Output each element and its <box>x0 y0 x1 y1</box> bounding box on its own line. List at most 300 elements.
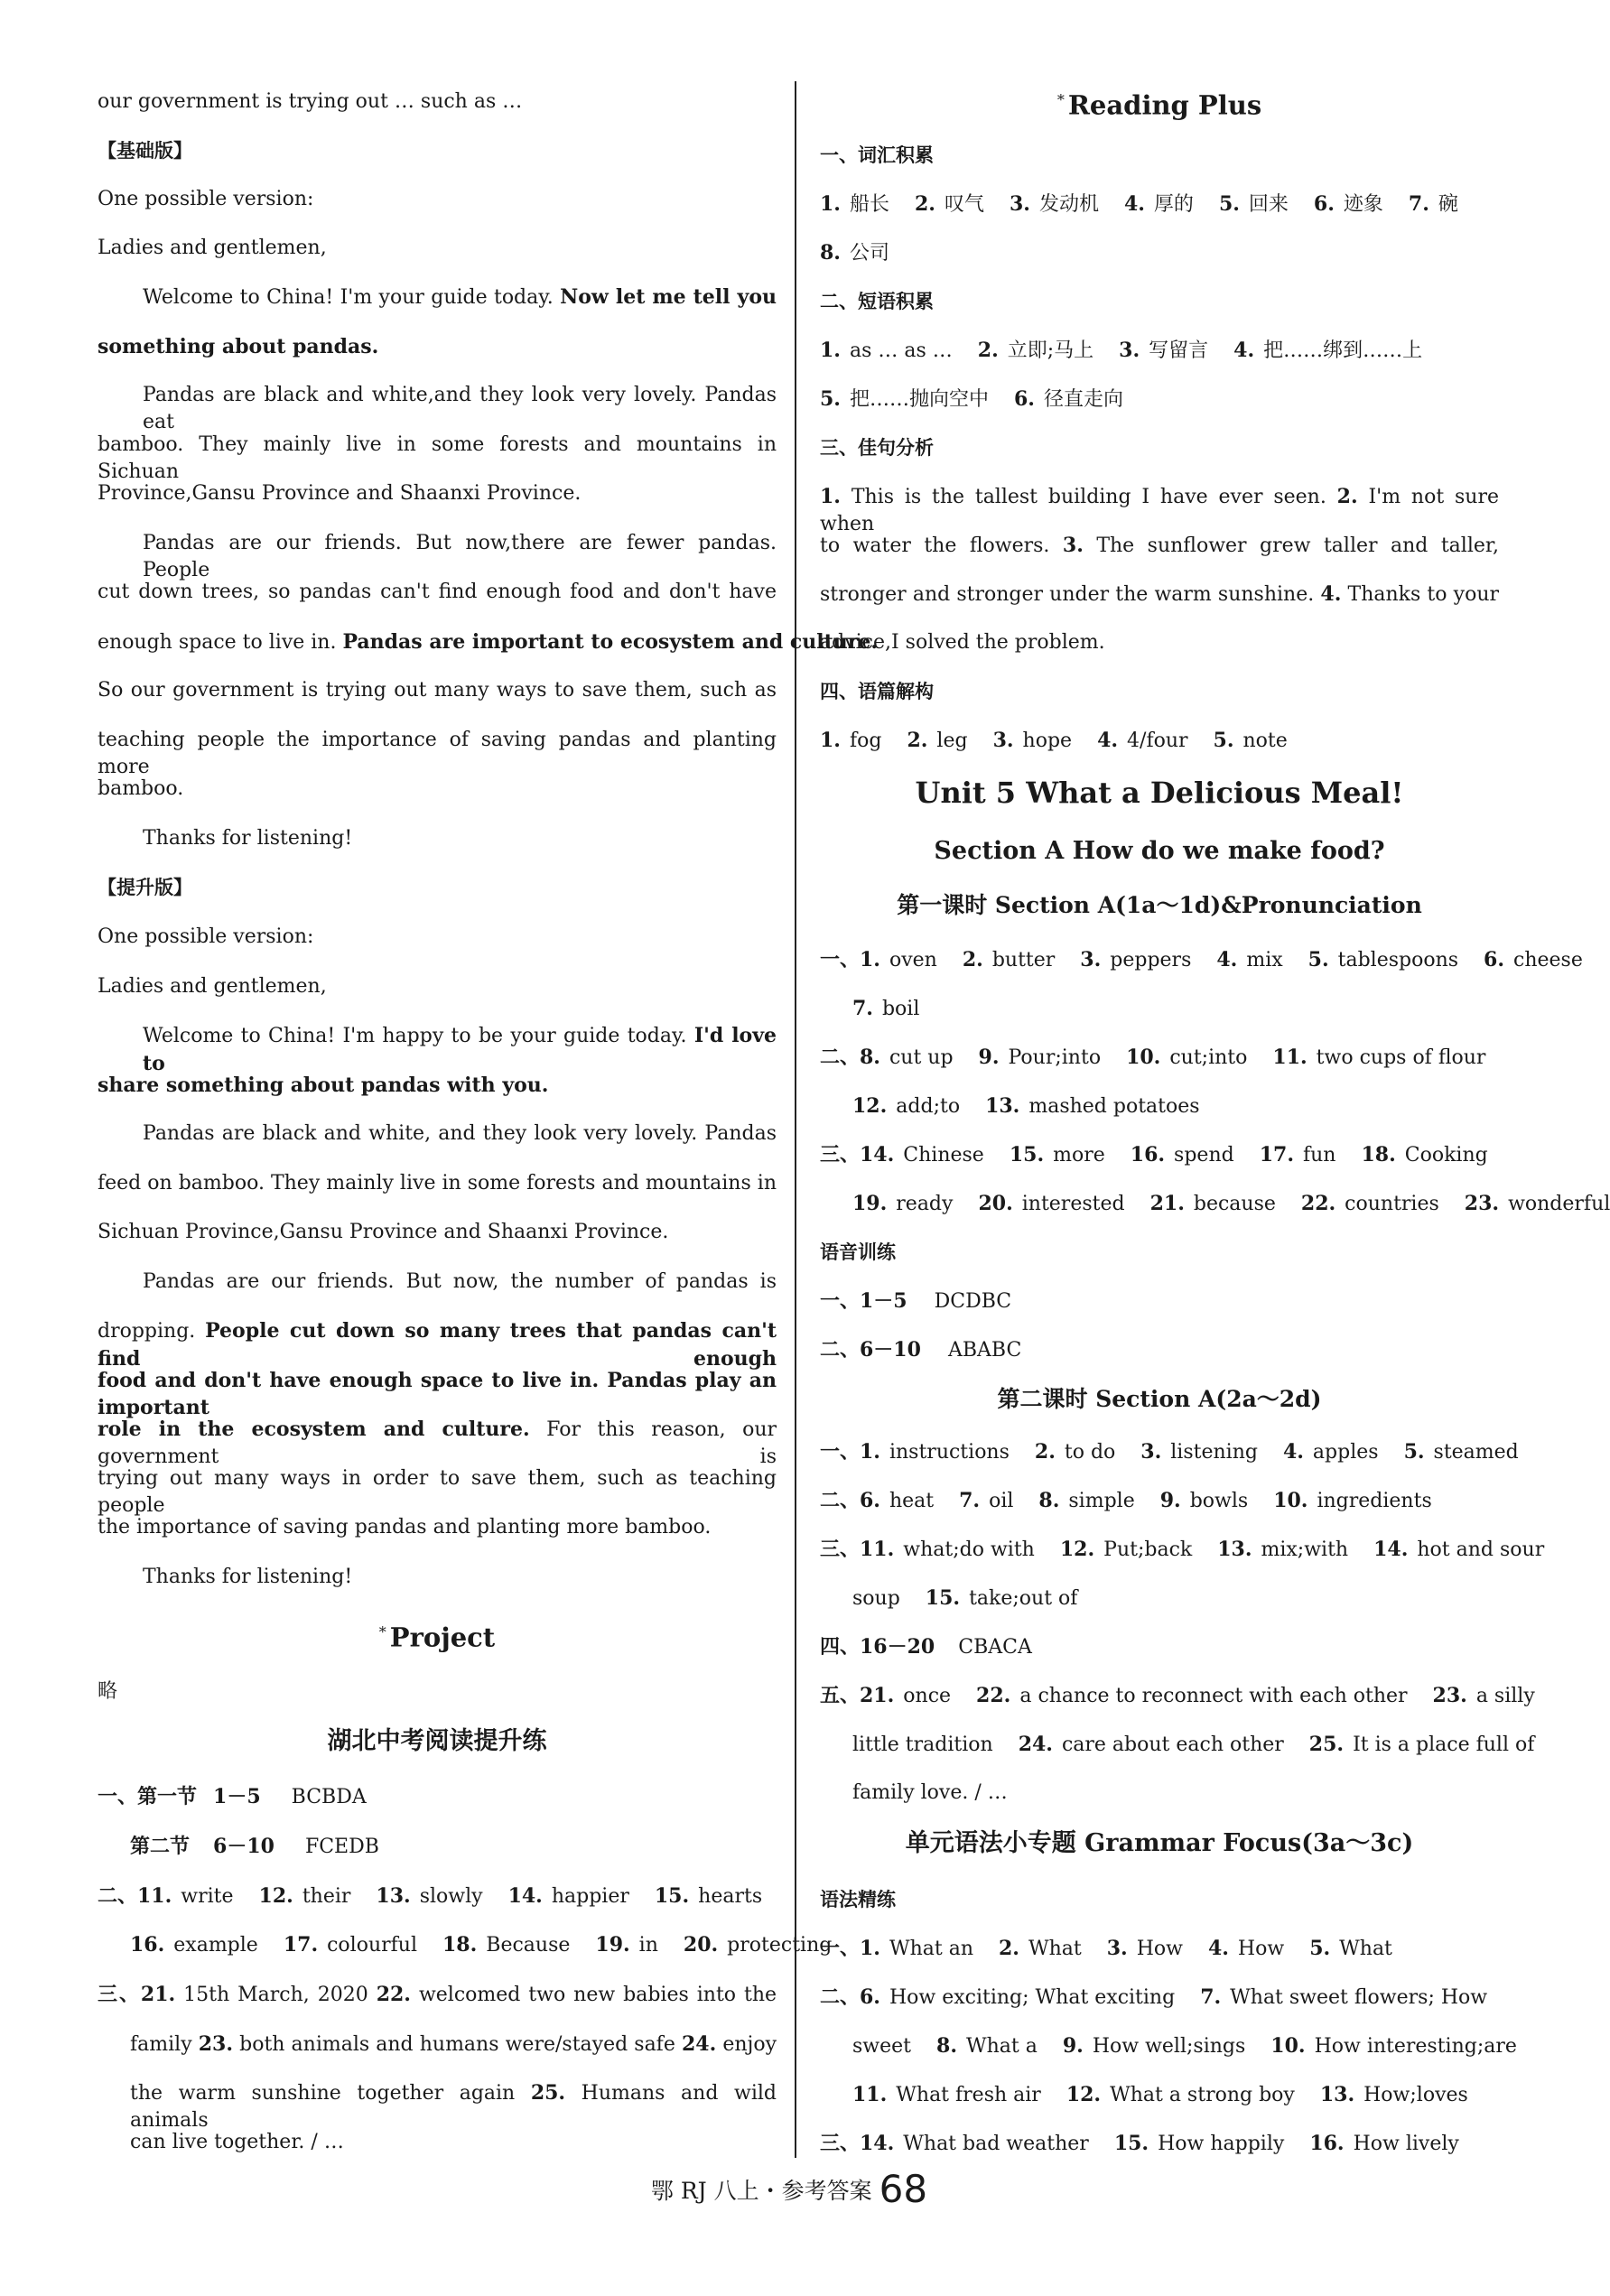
answer-text: ready <box>896 1193 954 1215</box>
answer-text: 公司 <box>849 242 889 265</box>
text-line: our government is trying out … such as … <box>98 90 523 113</box>
answer-item <box>985 1092 1200 1120</box>
answer-text: hot and sour <box>1417 1538 1545 1561</box>
answer-text: How lively <box>1353 2133 1459 2155</box>
answer-text: boil <box>881 998 920 1020</box>
answer-number: 7. <box>1200 1985 1222 2009</box>
text-line: So our government is trying out many ways to save them, such as <box>98 679 777 702</box>
answer-line <box>820 946 1583 974</box>
answer-item <box>820 1935 973 1963</box>
answer-text: oil <box>989 1490 1014 1512</box>
answer-item <box>820 727 881 755</box>
answer-number: 5. <box>1403 1440 1425 1464</box>
answer-item <box>820 239 889 267</box>
answer-text: as … as … <box>849 339 953 362</box>
answer-item <box>1301 1190 1439 1218</box>
answer-text: bowls <box>1189 1490 1249 1512</box>
answer-item <box>1063 2032 1245 2060</box>
answer-item <box>852 995 919 1023</box>
text-line: One possible version: <box>98 925 314 948</box>
section-label: 语法精练 <box>820 1888 896 1910</box>
answer-text: 写留言 <box>1149 339 1209 362</box>
answer-line <box>820 2130 1499 2158</box>
answer-text: take;out of <box>969 1587 1078 1610</box>
answer-line <box>820 337 1499 365</box>
answer-line <box>820 1141 1499 1169</box>
answer-number: 6. <box>1313 192 1335 216</box>
version-label-basic: 【基础版】 <box>98 139 192 162</box>
answer-item <box>852 1190 953 1218</box>
text-line: Welcome to China! I'm happy to be your guide today. I'd love to <box>143 1024 777 1075</box>
answer-text: steamed <box>1433 1441 1519 1464</box>
answer-item <box>979 1044 1102 1072</box>
answer-text: How exciting; What exciting <box>889 1986 1176 2009</box>
answer-text: Cooking <box>1404 1144 1488 1167</box>
text-line: Thanks for listening! <box>143 827 353 850</box>
answer-line: advice,I solved the problem. <box>820 631 1105 654</box>
answer-number: 3. <box>992 729 1014 752</box>
answer-item <box>1314 191 1383 218</box>
answer-text: leg <box>936 730 968 752</box>
answer-number: 15. <box>1113 2132 1149 2155</box>
answer-number: 24. <box>1018 1733 1053 1756</box>
answer-number: 12. <box>1059 1538 1095 1561</box>
answer-number: 12. <box>258 1884 293 1908</box>
answer-number: 12. <box>852 1094 888 1118</box>
answer-number: 10. <box>1273 1489 1308 1512</box>
version-label-advanced: 【提升版】 <box>98 876 192 898</box>
answer-text: happier <box>551 1885 629 1908</box>
answer-item <box>999 1935 1082 1963</box>
answer-item <box>936 2032 1038 2060</box>
answer-line: 四、16－20 CBACA <box>820 1635 1032 1659</box>
answer-line <box>820 1585 1499 1613</box>
answer-item <box>1140 1438 1258 1466</box>
answer-item <box>595 1931 658 1959</box>
answer-item <box>655 1882 762 1910</box>
answer-text: 4/four <box>1127 730 1188 752</box>
answer-number: 16. <box>130 1933 165 1957</box>
answer-text: add;to <box>896 1095 961 1118</box>
text-line: share something about pandas with you. <box>98 1074 549 1097</box>
answer-item <box>820 946 937 974</box>
answer-item <box>820 386 989 414</box>
answer-text: Because <box>486 1934 571 1957</box>
answer-text: tablespoons <box>1337 949 1459 971</box>
answer-text: How interesting;are <box>1314 2035 1517 2058</box>
answer-number: 15. <box>1009 1143 1045 1167</box>
answer-text: 回来 <box>1248 193 1289 216</box>
answer-item <box>1124 191 1194 218</box>
section-label: 一、词汇积累 <box>820 144 934 166</box>
answer-number: 17. <box>283 1933 319 1957</box>
answer-number: 五、21. <box>820 1684 895 1707</box>
lesson-title: 第一课时 Section A(1a～1d)&Pronunciation <box>897 892 1422 918</box>
answer-item <box>1107 1935 1183 1963</box>
answer-line: the warm sunshine together again 25. Humans and wild animals <box>130 2081 777 2132</box>
answer-text: What an <box>889 1938 973 1960</box>
answer-number: 17. <box>1259 1143 1294 1167</box>
answer-text: 把……抛向空中 <box>849 388 989 411</box>
answer-item <box>259 1882 351 1910</box>
answer-item <box>1131 1141 1234 1169</box>
answer-item <box>1150 1190 1276 1218</box>
answer-item <box>1320 2081 1468 2109</box>
answer-item <box>284 1931 417 1959</box>
answer-item <box>1216 946 1282 974</box>
answer-line <box>820 1092 1499 1120</box>
answer-number: 2. <box>907 729 928 752</box>
answer-text: 径直走向 <box>1043 388 1123 411</box>
answer-number: 18. <box>442 1933 478 1957</box>
answer-line <box>820 727 1499 755</box>
answer-line <box>820 239 1499 267</box>
answer-number: 一、1. <box>820 1937 880 1960</box>
answer-text: interested <box>1021 1193 1125 1215</box>
project-heading: * Project <box>378 1622 496 1653</box>
answer-item <box>1038 1487 1134 1515</box>
answer-item <box>1404 1438 1519 1466</box>
text-line: Pandas are our friends. But now, the number of pandas is <box>143 1270 777 1293</box>
answer-item <box>1309 2130 1459 2158</box>
answer-text: mix;with <box>1261 1538 1349 1561</box>
answer-number: 4. <box>1233 339 1255 362</box>
answer-item <box>1309 1731 1535 1759</box>
answer-number: 1. <box>820 729 841 752</box>
answer-text: hope <box>1022 730 1073 752</box>
answer-item <box>1465 1190 1610 1218</box>
answer-line <box>820 1536 1545 1564</box>
text-line: Sichuan Province,Gansu Province and Shaanxi Province. <box>98 1221 669 1243</box>
answer-item <box>1283 1438 1379 1466</box>
answer-line: stronger and stronger under the warm sunshine. 4. Thanks to your <box>820 582 1500 606</box>
answer-line <box>820 386 1499 414</box>
answer-item <box>1066 2081 1295 2109</box>
answer-item: soup <box>852 1587 900 1610</box>
answer-text: slowly <box>419 1885 483 1908</box>
answer-text: Put;back <box>1103 1538 1193 1561</box>
answer-text: to do <box>1064 1441 1116 1464</box>
answer-text: their <box>302 1885 351 1908</box>
text-line: Pandas are black and white,and they look very lovely. Pandas eat <box>143 384 777 433</box>
answer-number: 10. <box>1126 1046 1161 1069</box>
answer-number: 6. <box>1484 948 1505 971</box>
answer-item <box>820 337 953 365</box>
answer-item <box>1010 191 1099 218</box>
answer-item <box>130 1931 258 1959</box>
reading-plus-heading: * Reading Plus <box>1056 89 1262 121</box>
answer-item <box>508 1882 629 1910</box>
answer-number: 一、1. <box>820 1440 880 1464</box>
answer-text: ingredients <box>1317 1490 1432 1512</box>
answer-item <box>1272 1044 1485 1072</box>
answer-number: 13. <box>1217 1538 1252 1561</box>
answer-number: 15. <box>654 1884 690 1908</box>
answer-item <box>1233 337 1422 365</box>
unit-title: Unit 5 What a Delicious Meal! <box>915 776 1404 810</box>
answer-item <box>820 1536 1035 1564</box>
answer-number: 5. <box>820 387 841 411</box>
answer-text: once <box>903 1685 952 1707</box>
answer-item <box>1433 1682 1535 1710</box>
answer-number: 2. <box>999 1937 1019 1960</box>
answer-text: in <box>638 1934 658 1957</box>
answer-number: 14. <box>507 1884 543 1908</box>
answer-text: What <box>1028 1938 1082 1960</box>
text-line: enough space to live in. Pandas are important to ecosystem and culture. <box>98 630 879 654</box>
answer-item <box>820 1487 934 1515</box>
answer-text: simple <box>1068 1490 1135 1512</box>
answer-text: apples <box>1312 1441 1379 1464</box>
answer-line: 三、21. 15th March, 2020 22. welcomed two new babies into the <box>98 1983 777 2006</box>
answer-text: Pour;into <box>1008 1046 1102 1069</box>
answer-number: 19. <box>595 1933 630 1957</box>
answer-number: 12. <box>1066 2083 1102 2106</box>
answer-number: 20. <box>978 1192 1013 1215</box>
answer-item <box>820 1044 954 1072</box>
answer-number: 14. <box>1373 1538 1409 1561</box>
answer-text: two cups of flour <box>1316 1046 1486 1069</box>
answer-item <box>1484 946 1583 974</box>
footer-label: 鄂 RJ 八上・参考答案 <box>650 2178 872 2204</box>
answer-number: 4. <box>1097 729 1119 752</box>
answer-item <box>1060 1536 1192 1564</box>
answer-item <box>1200 1984 1487 2012</box>
answer-number: 15. <box>925 1586 961 1610</box>
answer-number: 16. <box>1130 1143 1166 1167</box>
text-line: dropping. People cut down so many trees that pandas can't find enough <box>98 1319 777 1371</box>
answer-text: It is a place full of <box>1353 1734 1535 1756</box>
answer-number: 2. <box>1034 1440 1056 1464</box>
answer-text: more <box>1053 1144 1105 1167</box>
answer-text: cut up <box>889 1046 954 1069</box>
text-line: trying out many ways in order to save them, such as teaching people <box>98 1467 777 1517</box>
lesson-title: 第二课时 Section A(2a～2d) <box>997 1386 1322 1412</box>
answer-line <box>820 1935 1499 1963</box>
answer-number: 5. <box>1213 729 1234 752</box>
answer-number: 9. <box>1159 1489 1181 1512</box>
answer-line: 一、第一节 1－5 BCBDA <box>98 1785 367 1808</box>
answer-item <box>1217 1536 1348 1564</box>
text-line: Province,Gansu Province and Shaanxi Province. <box>98 482 582 505</box>
answer-item <box>1214 727 1288 755</box>
answer-text: butter <box>991 949 1056 971</box>
answer-text: instructions <box>889 1441 1010 1464</box>
answer-text: How <box>1237 1938 1285 1960</box>
answer-text: fun <box>1302 1144 1336 1167</box>
answer-number: 2. <box>977 339 999 362</box>
answer-number: 19. <box>852 1192 888 1215</box>
grammar-heading: 单元语法小专题 Grammar Focus(3a～3c) <box>905 1829 1414 1857</box>
answer-item <box>1097 727 1187 755</box>
answer-number: 21. <box>1149 1192 1185 1215</box>
answer-text: 立即;马上 <box>1007 339 1094 362</box>
answer-text: a chance to reconnect with each other <box>1019 1685 1408 1707</box>
answer-item <box>684 1931 832 1959</box>
page-footer <box>0 2167 1578 2211</box>
answer-number: 18. <box>1361 1143 1396 1167</box>
answer-item: sweet <box>852 2035 912 2058</box>
answer-number: 1. <box>820 339 841 362</box>
answer-item <box>1114 2130 1285 2158</box>
answer-item <box>978 337 1093 365</box>
answer-text: What sweet flowers; How <box>1230 1986 1488 2009</box>
answer-number: 22. <box>976 1684 1011 1707</box>
answer-line <box>98 1931 833 1959</box>
answer-text: mix <box>1246 949 1283 971</box>
answer-item <box>1409 191 1458 218</box>
text-line: role in the ecosystem and culture. For this reason, our government is <box>98 1418 777 1468</box>
answer-text: 碗 <box>1438 193 1458 216</box>
answer-number: 23. <box>1432 1684 1467 1707</box>
answer-item <box>1080 946 1191 974</box>
text-line: the importance of saving pandas and planting more bamboo. <box>98 1516 712 1538</box>
answer-number: 13. <box>1319 2083 1355 2106</box>
answer-number: 5. <box>1309 1937 1331 1960</box>
answer-number: 三、14. <box>820 2132 895 2155</box>
answer-item <box>1309 1935 1392 1963</box>
answer-item <box>820 1984 1175 2012</box>
hubei-heading: 湖北中考阅读提升练 <box>327 1727 547 1755</box>
text-line: Ladies and gentlemen, <box>98 975 327 998</box>
answer-text: what;do with <box>903 1538 1035 1561</box>
answer-text: wonderful <box>1508 1193 1610 1215</box>
text-line: Ladies and gentlemen, <box>98 237 327 259</box>
text-line: something about pandas. <box>98 335 379 358</box>
answer-number: 3. <box>1009 192 1030 216</box>
answer-text: cheese <box>1513 949 1583 971</box>
answer-number: 一、1. <box>820 948 880 971</box>
answer-item <box>820 1682 951 1710</box>
answer-text: cut;into <box>1169 1046 1248 1069</box>
answer-line <box>820 191 1499 218</box>
section-label: 三、佳句分析 <box>820 436 934 459</box>
text-line: Pandas are black and white, and they look very lovely. Pandas <box>143 1122 777 1145</box>
answer-item <box>1260 1141 1336 1169</box>
text-line: 略 <box>98 1680 118 1703</box>
answer-number: 11. <box>1272 1046 1308 1069</box>
answer-text: example <box>173 1934 258 1957</box>
answer-number: 20. <box>683 1933 719 1957</box>
answer-number: 二、6. <box>820 1489 880 1512</box>
answer-number: 5. <box>1218 192 1240 216</box>
answer-text: How;loves <box>1363 2084 1468 2106</box>
answer-number: 三、11. <box>820 1538 895 1561</box>
page-number: 68 <box>879 2167 928 2211</box>
answer-item <box>1126 1044 1247 1072</box>
answer-line: 第二节 6－10 FCEDB <box>130 1835 379 1858</box>
answer-item <box>1014 386 1123 414</box>
answer-number: 13. <box>376 1884 411 1908</box>
answer-line: family 23. both animals and humans were/stayed safe 24. enjoy <box>130 2032 777 2056</box>
answer-text: write <box>181 1885 234 1908</box>
answer-line: 一、1－5 DCDBC <box>820 1289 1012 1313</box>
answer-number: 9. <box>978 1046 1000 1069</box>
answer-item <box>959 1487 1013 1515</box>
answer-number: 5. <box>1308 948 1329 971</box>
answer-item <box>820 1438 1010 1466</box>
answer-text: How <box>1136 1938 1183 1960</box>
column-divider <box>795 81 796 2158</box>
answer-line <box>820 1190 1610 1218</box>
answer-item <box>1373 1536 1544 1564</box>
answer-line <box>820 1044 1499 1072</box>
answer-number: 8. <box>1038 1489 1060 1512</box>
answer-item <box>907 727 967 755</box>
answer-number: 13. <box>985 1094 1020 1118</box>
answer-item <box>978 1190 1124 1218</box>
answer-line <box>820 2081 1499 2109</box>
answer-text: How well;sings <box>1092 2035 1246 2058</box>
answer-text: care about each other <box>1061 1734 1284 1756</box>
answer-item <box>852 1092 960 1120</box>
answer-text: What a strong boy <box>1110 2084 1295 2106</box>
answer-text: note <box>1242 730 1288 752</box>
section-label: 四、语篇解构 <box>820 680 934 702</box>
answer-text: mashed potatoes <box>1028 1095 1200 1118</box>
answer-number: 3. <box>1106 1937 1128 1960</box>
answer-text: colourful <box>327 1934 417 1957</box>
answer-item <box>1010 1141 1105 1169</box>
answer-line <box>820 1487 1499 1515</box>
text-line: cut down trees, so pandas can't find enough food and don't have <box>98 581 777 603</box>
answer-item <box>1270 2032 1517 2060</box>
section-label: 语音训练 <box>820 1241 896 1263</box>
answer-item <box>820 191 889 218</box>
answer-item <box>820 2130 1089 2158</box>
answer-number: 11. <box>852 2083 888 2106</box>
text-line: Welcome to China! I'm your guide today. Now let me tell you <box>143 285 777 309</box>
answer-text: What <box>1339 1938 1392 1960</box>
answer-number: 1. <box>820 192 841 216</box>
answer-line <box>820 1731 1535 1759</box>
answer-number: 9. <box>1062 2034 1084 2058</box>
answer-item <box>1119 337 1208 365</box>
text-line: feed on bamboo. They mainly live in some forests and mountains in <box>98 1172 777 1194</box>
answer-item <box>993 727 1073 755</box>
answer-number: 3. <box>1119 339 1140 362</box>
answer-item <box>1160 1487 1248 1515</box>
answer-line: family love. / … <box>852 1781 1008 1804</box>
answer-text: a silly <box>1475 1685 1535 1707</box>
answer-item <box>963 946 1055 974</box>
answer-item <box>376 1882 482 1910</box>
answer-item <box>98 1882 234 1910</box>
answer-item <box>1219 191 1289 218</box>
answer-text: What bad weather <box>903 2133 1089 2155</box>
text-line: bamboo. <box>98 777 184 800</box>
answer-item <box>915 191 984 218</box>
answer-number: 3. <box>1140 1440 1162 1464</box>
answer-text: oven <box>889 949 937 971</box>
answer-text: How happily <box>1158 2133 1285 2155</box>
answer-number: 6. <box>1013 387 1035 411</box>
answer-line: 1. This is the tallest building I have ever seen. 2. I'm not sure when <box>820 485 1499 535</box>
answer-text: countries <box>1345 1193 1439 1215</box>
answer-text: 迹象 <box>1343 193 1383 216</box>
answer-number: 8. <box>936 2034 957 2058</box>
answer-text: What a <box>965 2035 1038 2058</box>
star-mark: * <box>378 1623 386 1641</box>
answer-text: 叹气 <box>944 193 984 216</box>
answer-text: because <box>1193 1193 1276 1215</box>
answer-number: 10. <box>1270 2034 1306 2058</box>
answer-number: 7. <box>959 1489 981 1512</box>
text-line: One possible version: <box>98 188 314 210</box>
answer-item <box>852 2081 1041 2109</box>
answer-number: 2. <box>914 192 935 216</box>
text-line: Thanks for listening! <box>143 1566 353 1588</box>
